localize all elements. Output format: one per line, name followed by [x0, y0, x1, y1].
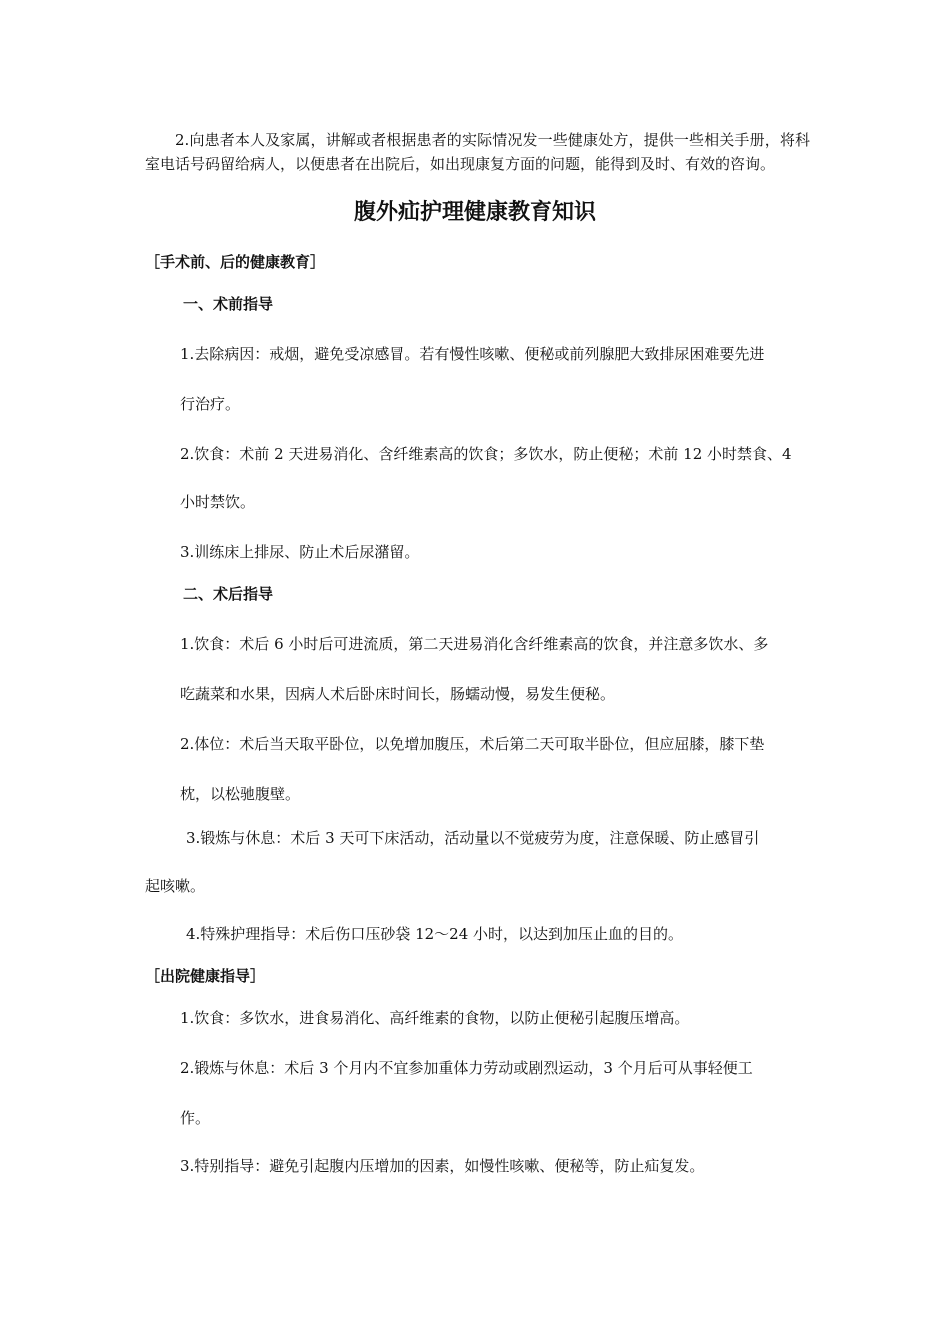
- post-op-item-4: 4.特殊护理指导：术后伤口压砂袋 12～24 小时，以达到加压止血的目的。: [186, 925, 684, 943]
- post-op-item-2-line-1: 2.体位：术后当天取平卧位，以免增加腹压，术后第二天可取半卧位，但应屈膝，膝下垫: [180, 735, 765, 753]
- pre-op-item-1-line-2: 行治疗。: [180, 395, 241, 413]
- post-op-item-3-line-2: 起咳嗽。: [145, 877, 206, 895]
- pre-op-item-3: 3.训练床上排尿、防止术后尿潴留。: [180, 543, 420, 561]
- pre-op-item-2-line-1: 2.饮食：术前 2 天进易消化、含纤维素高的饮食；多饮水，防止便秘；术前 12 小时禁食、4: [180, 445, 792, 463]
- pre-op-heading: 一、术前指导: [183, 295, 274, 313]
- post-op-item-2-line-2: 枕，以松驰腹壁。: [180, 785, 301, 803]
- discharge-item-3: 3.特别指导：避免引起腹内压增加的因素，如慢性咳嗽、便秘等，防止疝复发。: [180, 1157, 705, 1175]
- section-heading-discharge: ［出院健康指导］: [145, 967, 266, 985]
- pre-op-item-1-line-1: 1.去除病因：戒烟，避免受凉感冒。若有慢性咳嗽、便秘或前列腺肥大致排尿困难要先进: [180, 345, 765, 363]
- document-title: 腹外疝护理健康教育知识: [353, 199, 596, 225]
- post-op-item-3-line-1: 3.锻炼与休息：术后 3 天可下床活动，活动量以不觉疲劳为度，注意保暖、防止感冒引: [186, 829, 760, 847]
- discharge-item-2-line-1: 2.锻炼与休息：术后 3 个月内不宜参加重体力劳动或剧烈运动，3 个月后可从事轻便工: [180, 1059, 753, 1077]
- discharge-item-2-line-2: 作。: [180, 1109, 211, 1127]
- discharge-item-1: 1.饮食：多饮水，进食易消化、高纤维素的食物，以防止便秘引起腹压增高。: [180, 1009, 690, 1027]
- post-op-item-1-line-2: 吃蔬菜和水果，因病人术后卧床时间长，肠蠕动慢，易发生便秘。: [180, 685, 616, 703]
- section-heading-surgery: ［手术前、后的健康教育］: [145, 253, 326, 271]
- pre-op-item-2-line-2: 小时禁饮。: [180, 493, 256, 511]
- intro-paragraph: 2.向患者本人及家属，讲解或者根据患者的实际情况发一些健康处方，提供一些相关手册，将科室电话号码留给病人，以便患者在出院后，如出现康复方面的问题，能得到及时、有效的咨询。: [145, 131, 810, 173]
- post-op-heading: 二、术后指导: [183, 585, 274, 603]
- post-op-item-1-line-1: 1.饮食：术后 6 小时后可进流质，第二天进易消化含纤维素高的饮食，并注意多饮水、多: [180, 635, 769, 653]
